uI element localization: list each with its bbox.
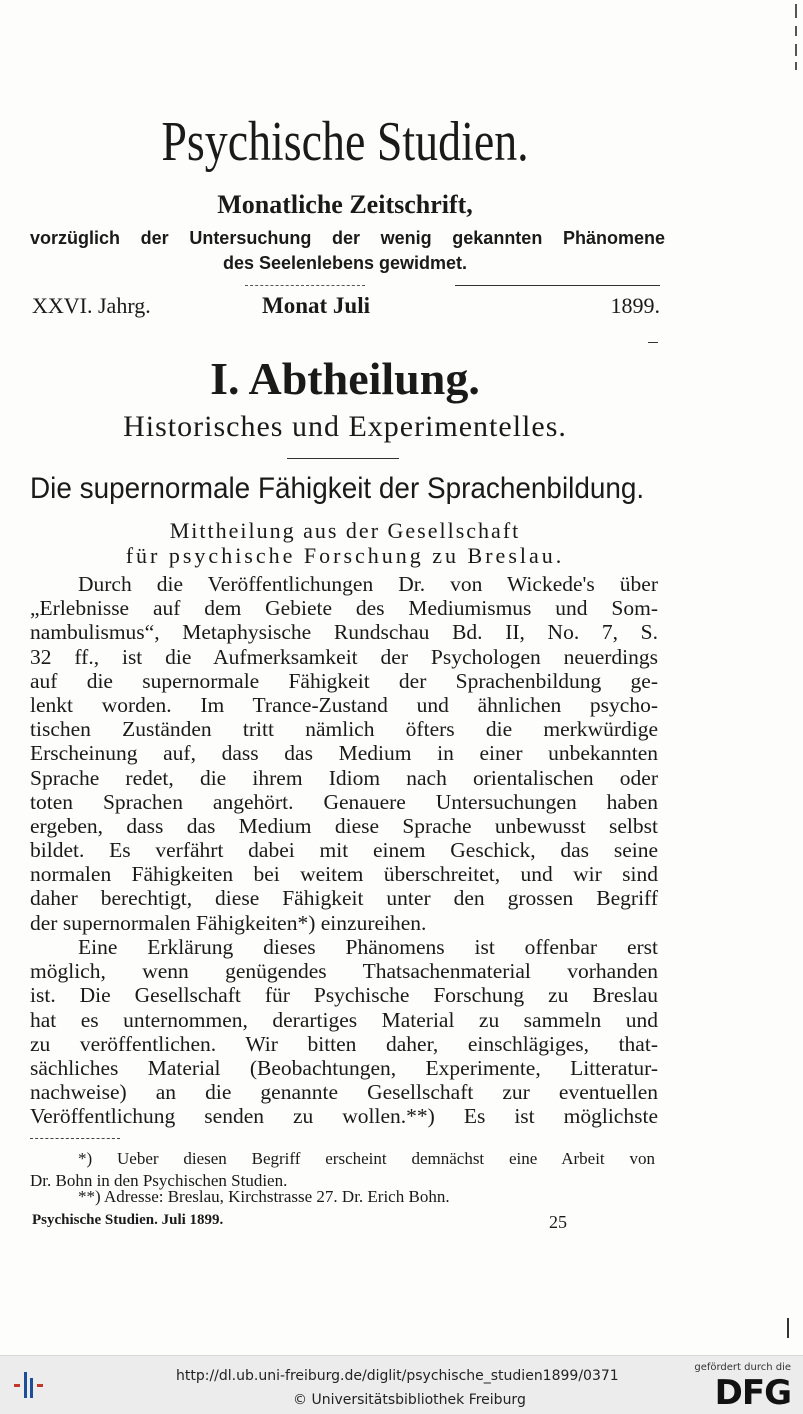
text-line: bildet. Es verfährt dabei mit einem Geschick, das seine [30, 838, 658, 863]
text-line: auf die supernormale Fähigkeit der Sprachenbildung ge- [30, 668, 658, 693]
library-logo-icon[interactable] [10, 1366, 50, 1404]
text-line: „Erlebnisse auf dem Gebiete des Mediumismus und Som- [30, 596, 658, 621]
section-title: I. Abtheilung. [210, 353, 480, 404]
text-line: nambulismus“, Metaphysische Rundschau Bd. II, No. 7, S. [30, 620, 658, 645]
article-paragraph-1 [30, 572, 658, 935]
dfg-logo[interactable]: DFG [714, 1373, 791, 1413]
text-line: nachweise) an die genannte Gesellschaft zur eventuellen [30, 1080, 658, 1105]
header-divider-left [245, 285, 365, 287]
section-subtitle: Historisches und Experimentelles. [123, 410, 567, 443]
footnote-divider [30, 1138, 120, 1139]
volume: XXVI. Jahrg. [32, 293, 151, 318]
text-line: Eine Erklärung dieses Phänomens ist offenbar erst [78, 935, 658, 959]
text-line: Sprache redet, die ihrem Idiom nach orientalischen oder [30, 765, 658, 790]
text-line: toten Sprachen angehört. Genauere Untersuchungen haben [30, 789, 658, 814]
small-dash [648, 342, 658, 343]
article-subtitle-line2: für psychische Forschung zu Breslau. [125, 543, 565, 568]
text-line: normalen Fähigkeiten bei weitem überschreitet, und wir sind [30, 862, 658, 887]
header-divider-right [455, 285, 660, 286]
text-line: der supernormalen Fähigkeiten*) einzureihen. [30, 910, 427, 935]
text-line: Durch die Veröffentlichungen Dr. von Wickede's über [78, 572, 658, 596]
scan-edge-mark [787, 1318, 789, 1338]
footnote-2 [30, 1186, 655, 1208]
journal-title: Psychische Studien. [161, 111, 529, 173]
text-line: zu veröffentlichen. Wir bitten daher, einschlägiges, that- [30, 1031, 658, 1056]
footnote-line: Dr. Bohn in den Psychischen Studien. [30, 1171, 288, 1190]
scan-edge-marks [783, 0, 803, 100]
text-line: hat es unternommen, derartiges Material zu sammeln und [30, 1007, 658, 1032]
text-line: möglich, wenn genügendes Thatsachenmaterial vorhanden [30, 959, 658, 984]
text-line: lenkt worden. Im Trance-Zustand und ähnlichen psycho- [30, 692, 658, 717]
journal-description-line1: vorzüglich der Untersuchung der wenig gekannten Phänomene [30, 228, 665, 248]
footnote-line: **) Adresse: Breslau, Kirchstrasse 27. Dr. Erich Bohn. [78, 1187, 450, 1206]
text-line: ergeben, dass das Medium diese Sprache unbewusst selbst [30, 813, 658, 838]
funding-note: gefördert durch die [694, 1362, 791, 1373]
year: 1899. [610, 293, 660, 318]
footnote-line: *) Ueber diesen Begriff erscheint demnächst eine Arbeit von [78, 1149, 655, 1168]
copyright-text: © Universitätsbibliothek Freiburg [293, 1392, 526, 1408]
month: Monat Juli [262, 293, 370, 318]
article-subtitle-line1: Mittheilung aus der Gesellschaft [169, 518, 521, 543]
text-line: tischen Zuständen tritt nämlich öfters die merkwürdige [30, 717, 658, 742]
text-line: Veröffentlichung senden zu wollen.**) Es ist möglichste [30, 1104, 658, 1129]
section-divider [287, 458, 399, 459]
journal-subtitle: Monatliche Zeitschrift, [217, 190, 473, 219]
journal-description-line2: des Seelenlebens gewidmet. [222, 253, 468, 273]
text-line: 32 ff., ist die Aufmerksamkeit der Psychologen neuerdings [30, 644, 658, 669]
text-line: sächliches Material (Beobachtungen, Experimente, Litteratur- [30, 1055, 658, 1080]
viewer-footer-bar [0, 1355, 803, 1414]
text-line: daher berechtigt, diese Fähigkeit unter den grossen Begriff [30, 886, 658, 911]
text-line: ist. Die Gesellschaft für Psychische Forschung zu Breslau [30, 983, 658, 1008]
article-title: Die supernormale Fähigkeit der Sprachenbildung. [30, 472, 645, 505]
page-number: 25 [549, 1212, 567, 1232]
text-line: Erscheinung auf, dass das Medium in einer unbekannten [30, 741, 658, 766]
article-paragraph-2 [30, 935, 658, 1129]
document-url[interactable]: http://dl.ub.uni-freiburg.de/diglit/psychische_studien1899/0371 [176, 1368, 619, 1384]
running-footer: Psychische Studien. Juli 1899. [32, 1212, 224, 1228]
